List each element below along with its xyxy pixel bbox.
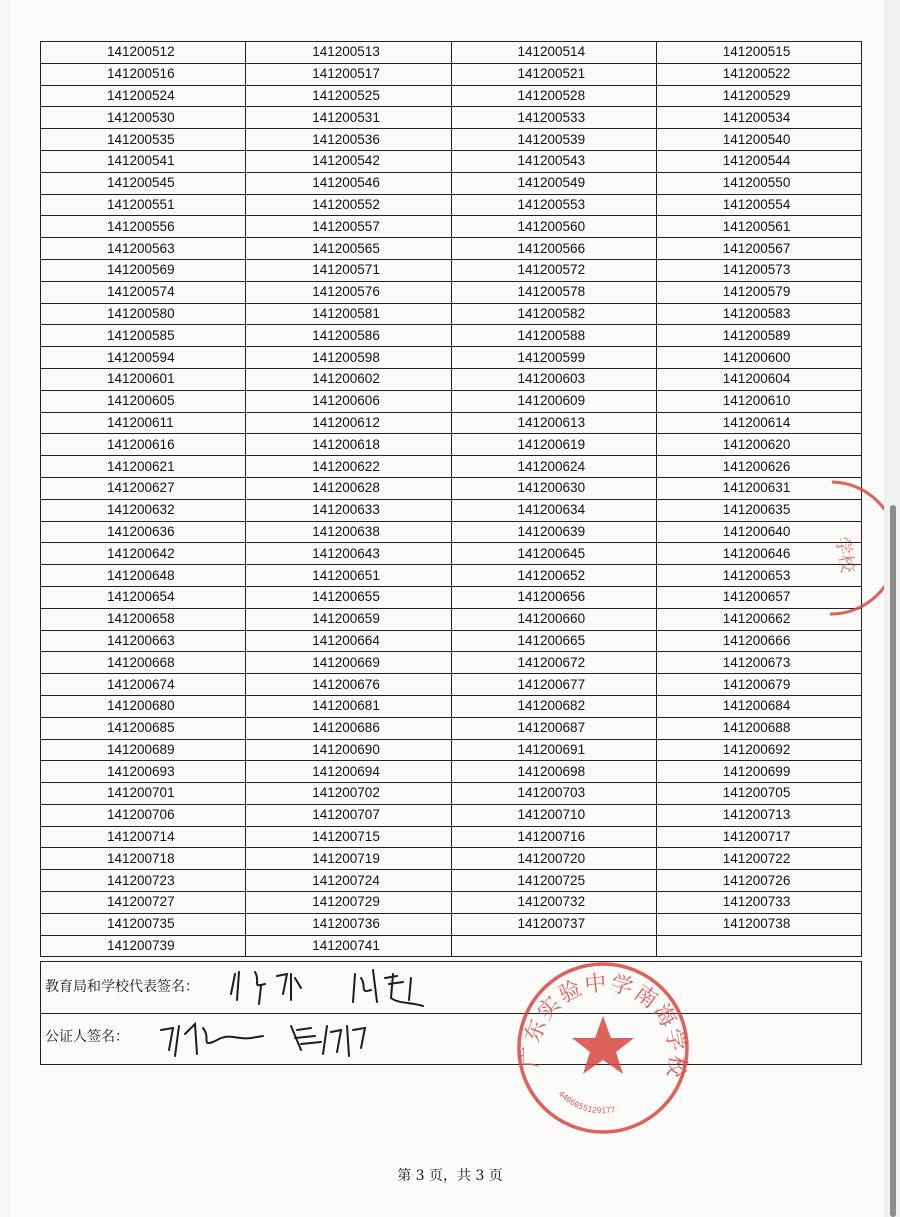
student-number-cell: 141200738: [656, 913, 861, 935]
student-number-cell: 141200710: [451, 804, 656, 826]
table-row: [41, 238, 862, 260]
student-number-cell: 141200651: [246, 565, 451, 587]
student-number-cell: 141200598: [246, 347, 451, 369]
student-number-cell: 141200613: [451, 412, 656, 434]
student-number-table: [40, 41, 862, 957]
student-number-cell: 141200636: [41, 521, 246, 543]
student-number-cell: 141200674: [41, 674, 246, 696]
student-number-cell: 141200665: [451, 630, 656, 652]
student-number-cell: 141200535: [41, 129, 246, 151]
student-number-cell: 141200685: [41, 717, 246, 739]
student-number-cell: 141200727: [41, 892, 246, 914]
student-number-cell: 141200557: [246, 216, 451, 238]
student-number-cell: 141200619: [451, 434, 656, 456]
student-number-cell: 141200739: [41, 935, 246, 957]
student-number-cell: 141200621: [41, 456, 246, 478]
student-number-cell: 141200664: [246, 630, 451, 652]
student-number-cell: 141200692: [656, 739, 861, 761]
student-number-cell: 141200646: [656, 543, 861, 565]
table-row: [41, 674, 862, 696]
student-number-cell: 141200543: [451, 150, 656, 172]
student-number-cell: 141200689: [41, 739, 246, 761]
student-number-cell: 141200713: [656, 804, 861, 826]
student-number-cell: 141200609: [451, 390, 656, 412]
school-signature-row: [40, 961, 862, 1014]
table-row: [41, 107, 862, 129]
student-number-cell: 141200632: [41, 499, 246, 521]
table-row: [41, 172, 862, 194]
student-number-cell: 141200524: [41, 85, 246, 107]
student-number-cell: 141200611: [41, 412, 246, 434]
svg-text:4406055129177: [557, 1089, 617, 1115]
table-row: [41, 717, 862, 739]
student-number-cell: 141200616: [41, 434, 246, 456]
student-number-cell: 141200686: [246, 717, 451, 739]
student-number-cell: 141200599: [451, 347, 656, 369]
student-number-cell: 141200513: [246, 42, 451, 64]
table-row: [41, 565, 862, 587]
student-number-cell: 141200662: [656, 608, 861, 630]
table-row: [41, 870, 862, 892]
student-number-cell: 141200706: [41, 804, 246, 826]
table-row: [41, 390, 862, 412]
student-number-cell: 141200612: [246, 412, 451, 434]
school-signature-label: 教育局和学校代表签名：: [45, 979, 199, 995]
table-row: [41, 608, 862, 630]
table-row: [41, 325, 862, 347]
student-number-cell: 141200638: [246, 521, 451, 543]
table-row: [41, 85, 862, 107]
student-number-cell: 141200554: [656, 194, 861, 216]
student-number-cell: 141200648: [41, 565, 246, 587]
student-number-cell: 141200512: [41, 42, 246, 64]
student-number-cell: 141200687: [451, 717, 656, 739]
student-number-cell: 141200516: [41, 63, 246, 85]
table-row: [41, 456, 862, 478]
student-number-cell: 141200705: [656, 783, 861, 805]
student-number-cell: 141200549: [451, 172, 656, 194]
student-number-cell: 141200581: [246, 303, 451, 325]
student-number-cell: 141200694: [246, 761, 451, 783]
student-number-cell: 141200576: [246, 281, 451, 303]
student-number-cell: [656, 935, 861, 957]
student-number-cell: 141200628: [246, 477, 451, 499]
student-number-cell: 141200726: [656, 870, 861, 892]
student-number-cell: 141200618: [246, 434, 451, 456]
student-number-cell: [451, 935, 656, 957]
student-number-cell: 141200640: [656, 521, 861, 543]
student-number-cell: 141200585: [41, 325, 246, 347]
table-row: [41, 913, 862, 935]
student-number-cell: 141200517: [246, 63, 451, 85]
seal-text: 广东实验中学南海学校: [518, 970, 690, 1082]
table-row: [41, 368, 862, 390]
student-number-cell: 141200552: [246, 194, 451, 216]
table-row: [41, 259, 862, 281]
student-number-cell: 141200741: [246, 935, 451, 957]
student-number-cell: 141200525: [246, 85, 451, 107]
student-number-cell: 141200521: [451, 63, 656, 85]
student-number-cell: 141200643: [246, 543, 451, 565]
student-number-cell: 141200693: [41, 761, 246, 783]
student-number-cell: 141200654: [41, 586, 246, 608]
table-row: [41, 412, 862, 434]
student-number-cell: 141200603: [451, 368, 656, 390]
table-row: [41, 543, 862, 565]
student-number-cell: 141200583: [656, 303, 861, 325]
student-number-cell: 141200669: [246, 652, 451, 674]
table-row: [41, 216, 862, 238]
student-number-cell: 141200631: [656, 477, 861, 499]
student-number-cell: 141200677: [451, 674, 656, 696]
student-number-cell: 141200627: [41, 477, 246, 499]
student-number-cell: 141200588: [451, 325, 656, 347]
student-number-cell: 141200534: [656, 107, 861, 129]
student-number-cell: 141200663: [41, 630, 246, 652]
student-number-cell: 141200544: [656, 150, 861, 172]
student-number-cell: 141200729: [246, 892, 451, 914]
table-row: [41, 42, 862, 64]
student-number-cell: 141200541: [41, 150, 246, 172]
student-number-cell: 141200634: [451, 499, 656, 521]
student-number-cell: 141200582: [451, 303, 656, 325]
student-number-cell: 141200514: [451, 42, 656, 64]
table-row: [41, 695, 862, 717]
table-row: [41, 521, 862, 543]
student-number-cell: 141200630: [451, 477, 656, 499]
student-number-cell: 141200578: [451, 281, 656, 303]
student-number-cell: 141200536: [246, 129, 451, 151]
student-number-cell: 141200569: [41, 259, 246, 281]
table-row: [41, 347, 862, 369]
table-row: [41, 281, 862, 303]
student-number-cell: 141200529: [656, 85, 861, 107]
student-number-cell: 141200571: [246, 259, 451, 281]
student-number-cell: 141200600: [656, 347, 861, 369]
student-number-cell: 141200718: [41, 848, 246, 870]
table-row: [41, 935, 862, 957]
table-row: [41, 630, 862, 652]
student-number-cell: 141200606: [246, 390, 451, 412]
student-number-cell: 141200610: [656, 390, 861, 412]
student-number-cell: 141200522: [656, 63, 861, 85]
student-number-cell: 141200622: [246, 456, 451, 478]
student-number-cell: 141200604: [656, 368, 861, 390]
student-number-cell: 141200680: [41, 695, 246, 717]
table-row: [41, 434, 862, 456]
student-number-cell: 141200688: [656, 717, 861, 739]
student-number-cell: 141200699: [656, 761, 861, 783]
student-number-cell: 141200676: [246, 674, 451, 696]
student-number-cell: 141200723: [41, 870, 246, 892]
student-number-cell: 141200605: [41, 390, 246, 412]
student-number-cell: 141200586: [246, 325, 451, 347]
student-number-cell: 141200563: [41, 238, 246, 260]
table-row: [41, 150, 862, 172]
student-number-cell: 141200660: [451, 608, 656, 630]
student-number-cell: 141200655: [246, 586, 451, 608]
school-seal-stamp: [513, 958, 693, 1138]
student-number-cell: 141200657: [656, 586, 861, 608]
student-number-cell: 141200528: [451, 85, 656, 107]
student-number-cell: 141200624: [451, 456, 656, 478]
student-number-cell: 141200690: [246, 739, 451, 761]
student-number-cell: 141200573: [656, 259, 861, 281]
student-number-cell: 141200722: [656, 848, 861, 870]
student-number-cell: 141200684: [656, 695, 861, 717]
student-number-cell: 141200672: [451, 652, 656, 674]
student-number-cell: 141200551: [41, 194, 246, 216]
table-row: [41, 826, 862, 848]
student-number-cell: 141200542: [246, 150, 451, 172]
student-number-cell: 141200580: [41, 303, 246, 325]
student-number-cell: 141200556: [41, 216, 246, 238]
student-number-cell: 141200698: [451, 761, 656, 783]
seal-number: 4406055129177: [556, 1089, 617, 1116]
student-number-cell: 141200567: [656, 238, 861, 260]
student-number-cell: 141200702: [246, 783, 451, 805]
table-row: [41, 783, 862, 805]
student-number-cell: 141200733: [656, 892, 861, 914]
student-number-cell: 141200572: [451, 259, 656, 281]
student-number-cell: 141200515: [656, 42, 861, 64]
student-number-cell: 141200717: [656, 826, 861, 848]
notary-signature-label: 公证人签名：: [45, 1029, 129, 1045]
student-number-cell: 141200626: [656, 456, 861, 478]
student-number-cell: 141200719: [246, 848, 451, 870]
table-row: [41, 586, 862, 608]
student-number-cell: 141200565: [246, 238, 451, 260]
student-number-cell: 141200658: [41, 608, 246, 630]
student-number-cell: 141200602: [246, 368, 451, 390]
student-number-cell: 141200735: [41, 913, 246, 935]
school-representative-signature: [221, 964, 511, 1014]
student-number-cell: 141200553: [451, 194, 656, 216]
table-row: [41, 892, 862, 914]
student-number-cell: 141200715: [246, 826, 451, 848]
student-number-cell: 141200737: [451, 913, 656, 935]
notary-signature-row: [40, 1014, 862, 1065]
student-number-cell: 141200633: [246, 499, 451, 521]
student-number-cell: 141200594: [41, 347, 246, 369]
student-number-cell: 141200682: [451, 695, 656, 717]
student-number-cell: 141200545: [41, 172, 246, 194]
student-number-cell: 141200635: [656, 499, 861, 521]
table-row: [41, 477, 862, 499]
page-number: 第 3 页，共 3 页: [397, 1168, 503, 1184]
student-number-cell: 141200533: [451, 107, 656, 129]
seal-star-icon: [572, 1016, 634, 1074]
student-number-cell: 141200566: [451, 238, 656, 260]
student-number-cell: 141200614: [656, 412, 861, 434]
student-number-cell: 141200681: [246, 695, 451, 717]
scrollbar[interactable]: [884, 0, 900, 1217]
student-number-cell: 141200736: [246, 913, 451, 935]
table-row: [41, 761, 862, 783]
student-number-cell: 141200720: [451, 848, 656, 870]
student-number-cell: 141200656: [451, 586, 656, 608]
student-number-cell: 141200561: [656, 216, 861, 238]
student-number-cell: 141200653: [656, 565, 861, 587]
table-row: [41, 194, 862, 216]
student-number-cell: 141200620: [656, 434, 861, 456]
student-number-cell: 141200673: [656, 652, 861, 674]
student-number-cell: 141200652: [451, 565, 656, 587]
student-number-cell: 141200716: [451, 826, 656, 848]
student-number-cell: 141200707: [246, 804, 451, 826]
table-row: [41, 499, 862, 521]
student-number-cell: 141200659: [246, 608, 451, 630]
student-number-cell: 141200601: [41, 368, 246, 390]
student-number-cell: 141200679: [656, 674, 861, 696]
student-number-cell: 141200732: [451, 892, 656, 914]
table-row: [41, 652, 862, 674]
partial-seal-text: 学校: [831, 535, 859, 575]
student-number-cell: 141200725: [451, 870, 656, 892]
scrollbar-thumb[interactable]: [890, 505, 896, 1217]
student-number-cell: 141200703: [451, 783, 656, 805]
student-number-cell: 141200530: [41, 107, 246, 129]
student-number-cell: 141200546: [246, 172, 451, 194]
student-number-cell: 141200642: [41, 543, 246, 565]
student-number-cell: 141200701: [41, 783, 246, 805]
table-row: [41, 63, 862, 85]
student-number-cell: 141200645: [451, 543, 656, 565]
student-number-cell: 141200668: [41, 652, 246, 674]
notary-signature: [151, 1016, 401, 1064]
student-number-cell: 141200539: [451, 129, 656, 151]
student-number-cell: 141200579: [656, 281, 861, 303]
student-number-cell: 141200666: [656, 630, 861, 652]
student-number-cell: 141200724: [246, 870, 451, 892]
table-row: [41, 129, 862, 151]
student-number-cell: 141200574: [41, 281, 246, 303]
student-number-cell: 141200691: [451, 739, 656, 761]
student-number-cell: 141200531: [246, 107, 451, 129]
student-number-cell: 141200540: [656, 129, 861, 151]
student-number-cell: 141200589: [656, 325, 861, 347]
partial-seal-stamp: [822, 478, 890, 618]
student-number-cell: 141200639: [451, 521, 656, 543]
table-row: [41, 303, 862, 325]
table-row: [41, 848, 862, 870]
table-row: [41, 739, 862, 761]
student-number-cell: 141200550: [656, 172, 861, 194]
student-number-cell: 141200714: [41, 826, 246, 848]
student-number-cell: 141200560: [451, 216, 656, 238]
table-row: [41, 804, 862, 826]
